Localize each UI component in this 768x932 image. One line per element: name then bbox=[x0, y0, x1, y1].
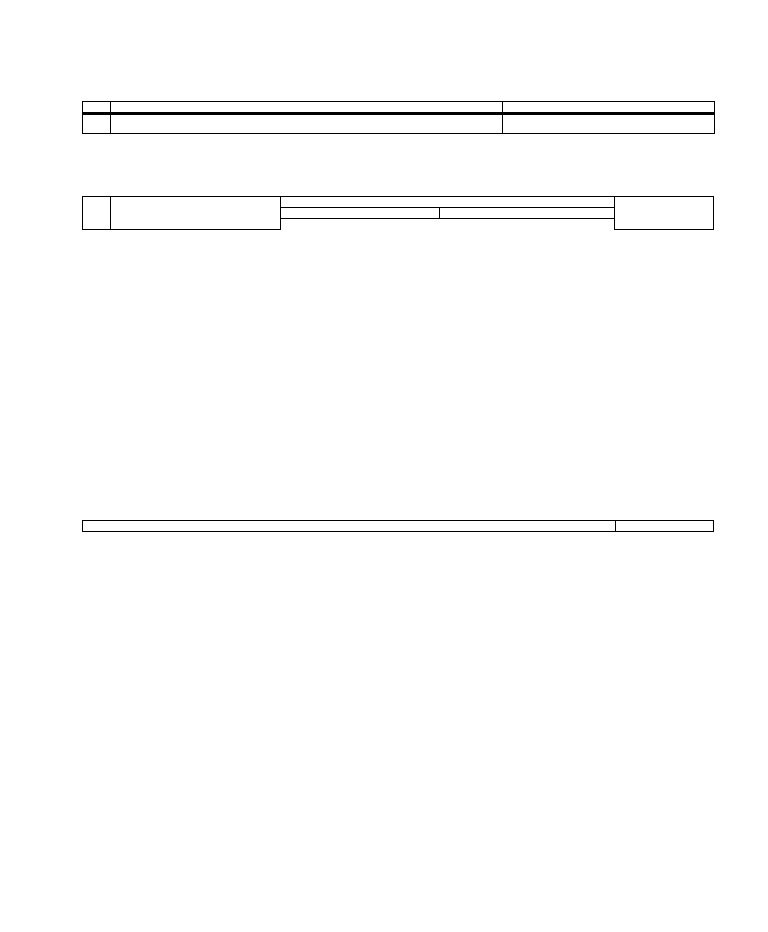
row-target bbox=[111, 115, 503, 134]
col-anggaran-header bbox=[615, 197, 714, 230]
col-no-header bbox=[83, 197, 111, 230]
table-row bbox=[83, 115, 715, 134]
total-row bbox=[83, 521, 714, 532]
semester-1-header bbox=[280, 208, 439, 219]
row-no bbox=[83, 115, 111, 134]
col-no-header bbox=[83, 102, 111, 113]
col-jumlah-header bbox=[503, 102, 715, 113]
total-label bbox=[83, 521, 616, 532]
program-table-continued bbox=[82, 520, 714, 532]
row-jumlah bbox=[503, 115, 715, 134]
col-target-header bbox=[111, 102, 503, 113]
target-table bbox=[82, 101, 715, 134]
program-table bbox=[82, 196, 714, 230]
col-program-header bbox=[111, 197, 280, 230]
semester-2-header bbox=[439, 208, 615, 219]
col-waktu-header bbox=[280, 197, 615, 208]
total-value bbox=[615, 521, 713, 532]
